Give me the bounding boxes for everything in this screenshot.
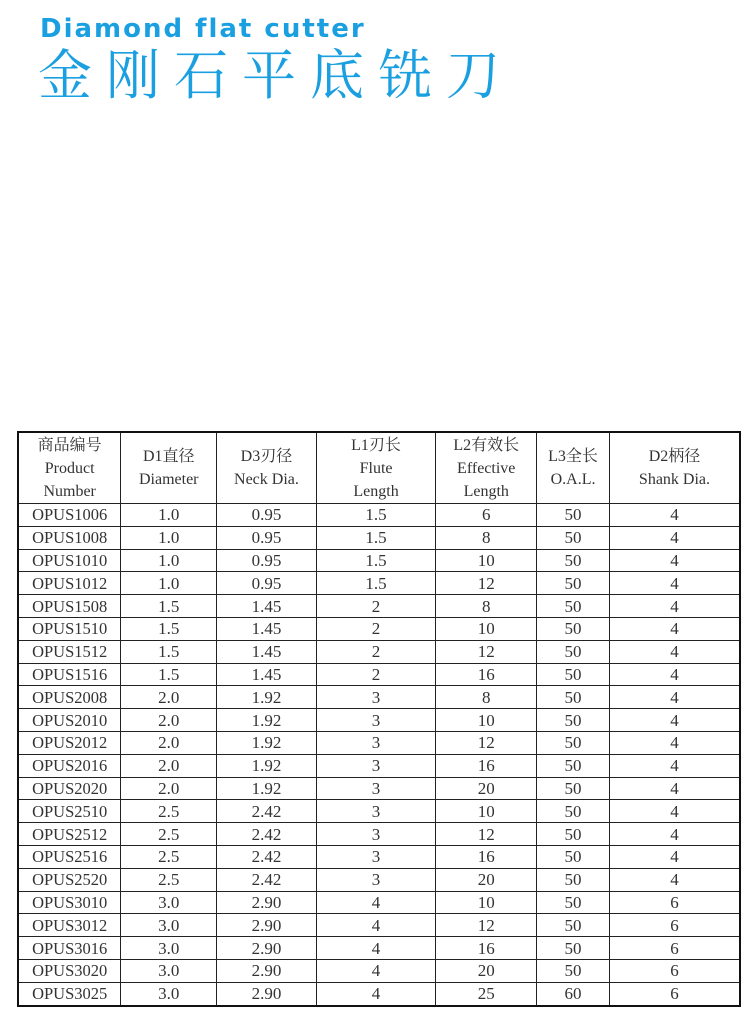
table-cell: 6: [609, 959, 740, 982]
table-row: [18, 845, 740, 868]
table-cell: 50: [537, 663, 610, 686]
table-cell: 1.92: [217, 731, 317, 754]
table-cell: 10: [436, 800, 537, 823]
table-cell: 1.5: [121, 640, 217, 663]
table-cell: 16: [436, 937, 537, 960]
column-header-en2: Length: [463, 482, 509, 500]
column-header-en1: Effective: [457, 459, 516, 477]
table-cell: 50: [537, 800, 610, 823]
column-header: [316, 432, 436, 504]
table-cell: 4: [609, 709, 740, 732]
table-cell: 8: [436, 595, 537, 618]
product-number-cell: OPUS1008: [18, 526, 121, 549]
column-header-en1: Neck Dia.: [234, 471, 299, 488]
table-cell: 1.92: [217, 777, 317, 800]
table-header-row: [18, 432, 740, 504]
table-cell: 3: [316, 868, 436, 891]
table-cell: 3: [316, 845, 436, 868]
table-cell: 2.0: [121, 754, 217, 777]
table-cell: 2.90: [217, 891, 317, 914]
spec-table: [17, 431, 741, 1007]
table-cell: 1.92: [217, 709, 317, 732]
table-cell: 3: [316, 823, 436, 846]
table-cell: 50: [537, 709, 610, 732]
product-number-cell: OPUS3010: [18, 891, 121, 914]
table-row: [18, 640, 740, 663]
table-row: [18, 617, 740, 640]
product-number-cell: OPUS2510: [18, 800, 121, 823]
table-cell: 20: [436, 959, 537, 982]
table-cell: 4: [609, 549, 740, 572]
product-number-cell: OPUS1512: [18, 640, 121, 663]
product-number-cell: OPUS2516: [18, 845, 121, 868]
column-header-zh: L2有效长: [453, 436, 520, 454]
product-number-cell: OPUS1510: [18, 617, 121, 640]
table-cell: 1.5: [121, 617, 217, 640]
table-cell: 16: [436, 845, 537, 868]
table-cell: 3: [316, 686, 436, 709]
table-cell: 50: [537, 754, 610, 777]
table-cell: 3.0: [121, 959, 217, 982]
column-header-en1: Diameter: [138, 471, 199, 488]
table-cell: 4: [609, 754, 740, 777]
table-cell: 3.0: [121, 914, 217, 937]
table-cell: 2.90: [217, 914, 317, 937]
product-number-cell: OPUS2008: [18, 686, 121, 709]
table-cell: 1.45: [217, 595, 317, 618]
table-cell: 50: [537, 823, 610, 846]
table-row: [18, 504, 740, 527]
column-header: [121, 432, 217, 504]
table-body: [18, 504, 740, 1006]
table-cell: 4: [316, 914, 436, 937]
table-cell: 1.45: [217, 640, 317, 663]
table-cell: 4: [316, 959, 436, 982]
table-cell: 50: [537, 549, 610, 572]
column-header-zh: L3全长: [548, 448, 598, 465]
table-row: [18, 686, 740, 709]
table-cell: 1.92: [217, 754, 317, 777]
table-cell: 10: [436, 891, 537, 914]
table-cell: 50: [537, 572, 610, 595]
table-cell: 8: [436, 686, 537, 709]
table-cell: 1.5: [121, 595, 217, 618]
table-row: [18, 914, 740, 937]
table-cell: 4: [609, 823, 740, 846]
product-number-cell: OPUS1508: [18, 595, 121, 618]
column-header-zh: 商品编号: [37, 436, 102, 454]
table-cell: 0.95: [217, 504, 317, 527]
table-row: [18, 709, 740, 732]
table-row: [18, 572, 740, 595]
table-cell: 16: [436, 754, 537, 777]
table-cell: 2.5: [121, 823, 217, 846]
column-header-zh: D1直径: [142, 448, 195, 465]
table-cell: 50: [537, 891, 610, 914]
table-cell: 4: [609, 617, 740, 640]
product-number-cell: OPUS3016: [18, 937, 121, 960]
table-row: [18, 663, 740, 686]
table-cell: 2: [316, 640, 436, 663]
product-number-cell: OPUS1006: [18, 504, 121, 527]
table-cell: 0.95: [217, 526, 317, 549]
table-cell: 2.5: [121, 868, 217, 891]
table-cell: 2.0: [121, 686, 217, 709]
product-number-cell: OPUS2520: [18, 868, 121, 891]
table-cell: 1.0: [121, 572, 217, 595]
table-cell: 4: [316, 937, 436, 960]
table-cell: 3.0: [121, 891, 217, 914]
table-row: [18, 549, 740, 572]
table-cell: 3.0: [121, 982, 217, 1005]
table-row: [18, 731, 740, 754]
table-cell: 2.5: [121, 800, 217, 823]
product-number-cell: OPUS3025: [18, 982, 121, 1005]
table-cell: 1.5: [316, 549, 436, 572]
column-header-en2: Number: [43, 482, 96, 500]
table-row: [18, 937, 740, 960]
table-cell: 6: [609, 982, 740, 1005]
product-number-cell: OPUS2512: [18, 823, 121, 846]
table-cell: 10: [436, 617, 537, 640]
column-header-zh: D2柄径: [648, 448, 701, 465]
table-cell: 60: [537, 982, 610, 1005]
product-number-cell: OPUS3012: [18, 914, 121, 937]
table-cell: 4: [316, 891, 436, 914]
product-number-cell: OPUS1010: [18, 549, 121, 572]
table-cell: 1.45: [217, 663, 317, 686]
table-cell: 0.95: [217, 572, 317, 595]
table-cell: 2.0: [121, 777, 217, 800]
product-number-cell: OPUS2012: [18, 731, 121, 754]
table-cell: 50: [537, 937, 610, 960]
table-cell: 2.90: [217, 937, 317, 960]
table-cell: 1.45: [217, 617, 317, 640]
table-row: [18, 823, 740, 846]
table-cell: 20: [436, 777, 537, 800]
table-cell: 4: [609, 868, 740, 891]
table-cell: 2.0: [121, 709, 217, 732]
table-cell: 12: [436, 572, 537, 595]
table-cell: 2.42: [217, 823, 317, 846]
table-row: [18, 754, 740, 777]
table-cell: 0.95: [217, 549, 317, 572]
table-cell: 50: [537, 914, 610, 937]
table-cell: 6: [609, 914, 740, 937]
column-header-zh: D3刃径: [240, 448, 293, 465]
table-cell: 50: [537, 640, 610, 663]
table-cell: 2.5: [121, 845, 217, 868]
column-header-en2: Length: [353, 482, 399, 500]
product-number-cell: OPUS1516: [18, 663, 121, 686]
table-cell: 8: [436, 526, 537, 549]
table-cell: 4: [609, 686, 740, 709]
table-cell: 1.0: [121, 526, 217, 549]
title-english: Diamond flat cutter: [40, 14, 366, 44]
table-cell: 1.5: [121, 663, 217, 686]
column-header-en1: O.A.L.: [550, 471, 596, 488]
table-cell: 50: [537, 777, 610, 800]
column-header: [217, 432, 317, 504]
table-row: [18, 800, 740, 823]
product-number-cell: OPUS2016: [18, 754, 121, 777]
table-cell: 12: [436, 914, 537, 937]
table-cell: 2.42: [217, 845, 317, 868]
table-cell: 50: [537, 868, 610, 891]
table-cell: 2.42: [217, 868, 317, 891]
column-header-zh: L1刃长: [351, 436, 401, 454]
table-cell: 3: [316, 709, 436, 732]
table-cell: 6: [436, 504, 537, 527]
column-header-en1: Product: [44, 459, 95, 477]
table-cell: 4: [316, 982, 436, 1005]
table-cell: 1.5: [316, 504, 436, 527]
table-cell: 20: [436, 868, 537, 891]
table-cell: 4: [609, 663, 740, 686]
table-cell: 4: [609, 800, 740, 823]
table-cell: 50: [537, 845, 610, 868]
table-cell: 4: [609, 731, 740, 754]
table-cell: 6: [609, 891, 740, 914]
table-cell: 1.0: [121, 504, 217, 527]
table-cell: 1.5: [316, 526, 436, 549]
table-cell: 16: [436, 663, 537, 686]
product-number-cell: OPUS2010: [18, 709, 121, 732]
table-cell: 1.0: [121, 549, 217, 572]
table-row: [18, 595, 740, 618]
table-cell: 50: [537, 595, 610, 618]
title-chinese: 金刚石平底铣刀: [38, 44, 514, 107]
table-cell: 3: [316, 777, 436, 800]
table-cell: 50: [537, 526, 610, 549]
column-header-en1: Shank Dia.: [638, 471, 711, 488]
table-cell: 3: [316, 754, 436, 777]
table-cell: 50: [537, 504, 610, 527]
table-row: [18, 868, 740, 891]
table-row: [18, 982, 740, 1005]
table-cell: 1.92: [217, 686, 317, 709]
table-cell: 3: [316, 731, 436, 754]
table-cell: 10: [436, 549, 537, 572]
table-row: [18, 777, 740, 800]
column-header: [609, 432, 740, 504]
table-cell: 4: [609, 526, 740, 549]
table-cell: 3.0: [121, 937, 217, 960]
table-cell: 50: [537, 731, 610, 754]
table-cell: 50: [537, 959, 610, 982]
product-number-cell: OPUS1012: [18, 572, 121, 595]
table-row: [18, 526, 740, 549]
table-cell: 25: [436, 982, 537, 1005]
table-cell: 2.42: [217, 800, 317, 823]
table-cell: 50: [537, 686, 610, 709]
column-header: [537, 432, 610, 504]
table-cell: 3: [316, 800, 436, 823]
table-cell: 12: [436, 640, 537, 663]
table-row: [18, 959, 740, 982]
column-header: [436, 432, 537, 504]
table-cell: 4: [609, 845, 740, 868]
table-cell: 4: [609, 504, 740, 527]
table-cell: 4: [609, 777, 740, 800]
table-cell: 4: [609, 595, 740, 618]
table-cell: 2.90: [217, 959, 317, 982]
table-cell: 2.90: [217, 982, 317, 1005]
table-cell: 2: [316, 595, 436, 618]
table-row: [18, 891, 740, 914]
table-cell: 4: [609, 572, 740, 595]
table-cell: 12: [436, 731, 537, 754]
column-header-en1: Flute: [359, 459, 393, 477]
table-cell: 10: [436, 709, 537, 732]
product-number-cell: OPUS2020: [18, 777, 121, 800]
table-cell: 50: [537, 617, 610, 640]
table-cell: 1.5: [316, 572, 436, 595]
column-header: [18, 432, 121, 504]
product-number-cell: OPUS3020: [18, 959, 121, 982]
table-cell: 2: [316, 617, 436, 640]
table-cell: 4: [609, 640, 740, 663]
table-cell: 2.0: [121, 731, 217, 754]
table-cell: 2: [316, 663, 436, 686]
table-cell: 6: [609, 937, 740, 960]
table-cell: 12: [436, 823, 537, 846]
